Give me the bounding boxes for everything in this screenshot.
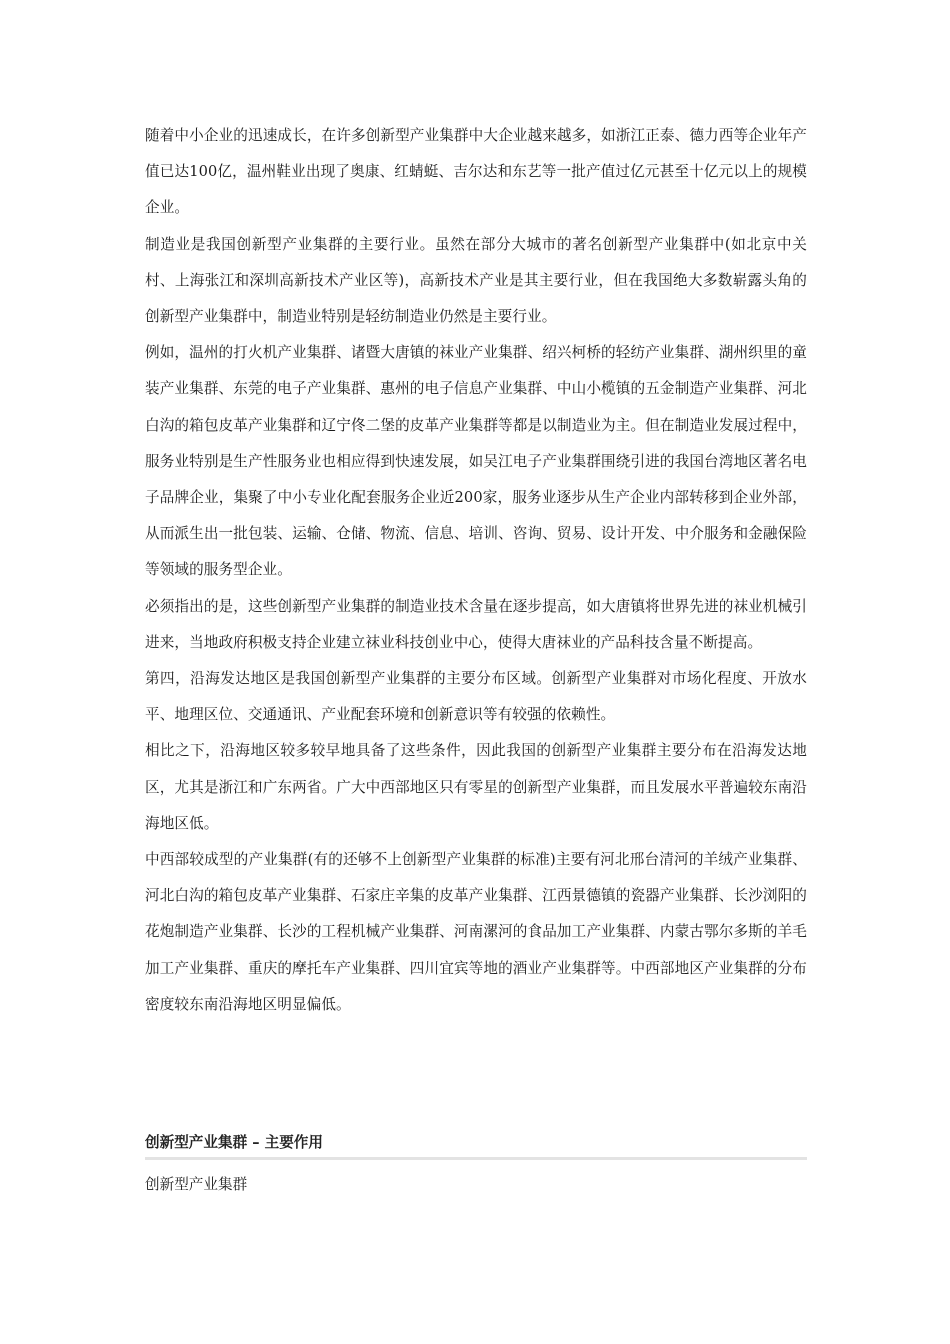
paragraph-coastal-conditions: 相比之下，沿海地区较多较早地具备了这些条件，因此我国的创新型产业集群主要分布在沿海发达地区，尤其是浙江和广东两省。广大中西部地区只有零星的创新型产业集群，而且发展水平普遍较东南沿海地区低。 bbox=[145, 742, 807, 832]
paragraph-cluster-examples: 例如，温州的打火机产业集群、诸暨大唐镇的袜业产业集群、绍兴柯桥的轻纺产业集群、湖州织里的童装产业集群、东莞的电子产业集群、惠州的电子信息产业集群、中山小榄镇的五金制造产业集群、河北白沟的箱包皮革产业集群和辽宁佟二堡的皮革产业集群等都是以制造业为主。但在制造业发展过程中，服务业特别是生产性服务业也相应得到快速发展，如吴江电子产业集群围绕引进的我国台湾地区著名电子品牌企业，集聚了中小专业化配套服务企业近200家，服务业逐步从生产企业内部转移到企业外部，从而派生出一批包装、运输、仓储、物流、信息、培训、咨询、贸易、设计开发、中介服务和金融保险等领域的服务型企业。 bbox=[145, 344, 807, 579]
paragraph-central-western-clusters: 中西部较成型的产业集群(有的还够不上创新型产业集群的标准)主要有河北邢台清河的羊绒产业集群、河北白沟的箱包皮革产业集群、石家庄辛集的皮革产业集群、江西景德镇的瓷器产业集群、长沙浏阳的花炮制造产业集群、长沙的工程机械产业集群、河南漯河的食品加工产业集群、内蒙古鄂尔多斯的羊毛加工产业集群、重庆的摩托车产业集群、四川宜宾等地的酒业产业集群等。中西部地区产业集群的分布密度较东南沿海地区明显偏低。 bbox=[145, 851, 807, 1013]
paragraph-manufacturing-main-industry: 制造业是我国创新型产业集群的主要行业。虽然在部分大城市的著名创新型产业集群中(如北京中关村、上海张江和深圳高新技术产业区等)，高新技术产业是其主要行业，但在我国绝大多数崭露头角的创新型产业集群中，制造业特别是轻纺制造业仍然是主要行业。 bbox=[145, 235, 807, 326]
section-heading bbox=[145, 1130, 807, 1160]
paragraph-large-enterprises: 随着中小企业的迅速成长，在许多创新型产业集群中大企业越来越多，如浙江正泰、德力西等企业年产值已达100亿，温州鞋业出现了奥康、红蜻蜓、吉尔达和东艺等一批产值过亿元甚至十亿元以上的规模企业。 bbox=[145, 127, 807, 217]
paragraph-technology-content: 必须指出的是，这些创新型产业集群的制造业技术含量在逐步提高，如大唐镇将世界先进的袜业机械引进来，当地政府积极支持企业建立袜业科技创业中心，使得大唐袜业的产品科技含量不断提高。 bbox=[145, 597, 807, 651]
article-body bbox=[145, 118, 807, 1023]
paragraph-coastal-distribution: 第四，沿海发达地区是我国创新型产业集群的主要分布区域。创新型产业集群对市场化程度、开放水平、地理区位、交通通讯、产业配套环境和创新意识等有较强的依赖性。 bbox=[145, 670, 807, 724]
section-heading-text: 创新型产业集群 – 主要作用 bbox=[145, 1134, 323, 1151]
section-first-line: 创新型产业集群 bbox=[145, 1176, 248, 1193]
